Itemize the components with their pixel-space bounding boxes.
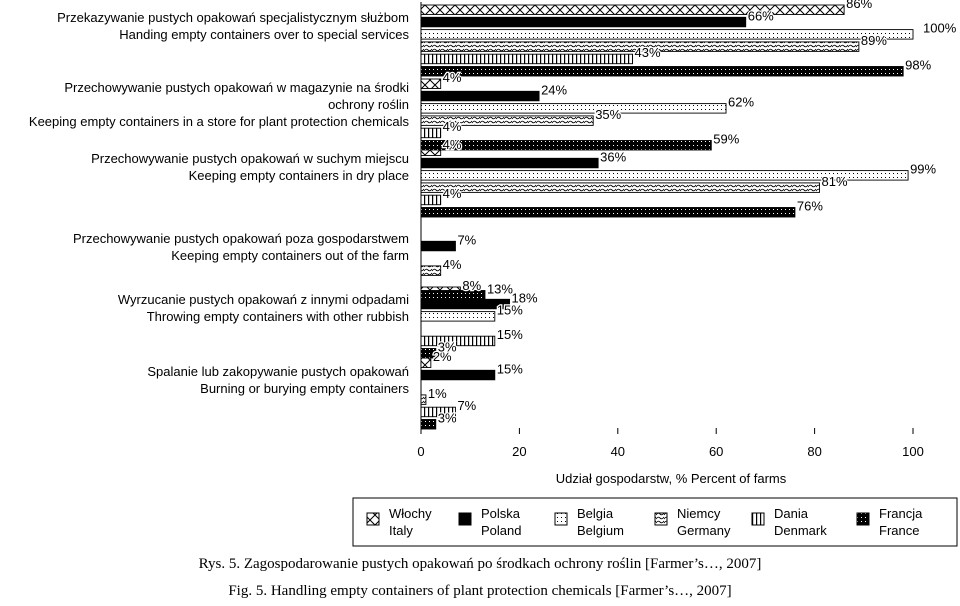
category-label-line: Przechowywanie pustych opakowań poza gospodarstwem (72, 231, 409, 246)
data-label: 8% (462, 278, 482, 293)
category-label-line: Spalanie lub zakopywanie pustych opakowań (147, 364, 409, 379)
category-label-line: Przekazywanie pustych opakowań specjalistycznym służbom (57, 10, 409, 25)
legend-swatch-france (857, 513, 869, 525)
bar-france (421, 141, 711, 151)
legend-label: Dania (774, 506, 808, 521)
data-label: 66% (747, 8, 774, 24)
bar-poland (421, 241, 455, 251)
legend-label-en: Denmark (774, 523, 827, 538)
legend-label: Francja (879, 506, 923, 521)
data-label: 99% (910, 161, 937, 177)
figure-caption-pl: Rys. 5. Zagospodarowanie pustych opakowań po środkach ochrony roślin [Farmer’s…, 2007] (198, 556, 762, 572)
data-label: 100% (923, 20, 957, 36)
data-label: 98% (905, 57, 932, 73)
legend-label-en: France (879, 523, 920, 538)
x-tick-label: 20 (512, 444, 527, 459)
legend-label: Włochy (389, 506, 432, 521)
data-label: 2% (432, 349, 452, 364)
data-label: 89% (860, 32, 887, 48)
data-label: 4% (442, 186, 462, 202)
data-label: 36% (600, 149, 627, 165)
data-label: 15% (496, 361, 523, 377)
data-label: 7% (457, 232, 477, 248)
x-tick-label: 0 (417, 444, 425, 459)
bar-belgium (421, 312, 495, 322)
data-label: 4% (442, 70, 462, 85)
category-label-line: Przechowywanie pustych opakowań w magazynie na środki (64, 80, 409, 95)
category-label-line: Burning or burying empty containers (200, 381, 409, 396)
data-label: 24% (541, 82, 568, 98)
bar-denmark (421, 128, 441, 138)
legend-label: Polska (481, 506, 521, 521)
data-label: 18% (511, 290, 538, 306)
bar-poland (421, 370, 495, 380)
legend-swatch-poland (459, 513, 471, 525)
legend-swatch-denmark (752, 513, 764, 525)
bar-germany (421, 266, 441, 276)
data-label: 3% (437, 339, 457, 355)
x-tick-label: 80 (807, 444, 822, 459)
bar-denmark (421, 195, 441, 205)
x-tick-label: 40 (610, 444, 626, 459)
data-label: 76% (796, 198, 823, 214)
legend-swatch-italy (367, 513, 379, 525)
data-label: 4% (442, 137, 462, 152)
data-label: 59% (713, 131, 740, 147)
bar-france (421, 208, 795, 218)
data-label: 7% (457, 398, 477, 414)
x-axis-label: Udział gospodarstw, % Percent of farms (555, 471, 787, 486)
data-label: 86% (846, 0, 873, 11)
data-label: 15% (496, 302, 523, 318)
x-tick-label: 60 (708, 444, 724, 459)
category-label (147, 364, 409, 396)
category-label-line: Przechowywanie pustych opakowań w suchym miejscu (91, 151, 409, 166)
data-label: 13% (486, 281, 513, 297)
category-label-line: Handing empty containers over to special services (119, 27, 409, 42)
data-label: 81% (821, 173, 848, 189)
legend-swatch-belgium (555, 513, 567, 525)
legend-swatch-germany (655, 513, 667, 525)
category-label-line: Throwing empty containers with other rubbish (146, 309, 409, 324)
category-label (118, 292, 409, 324)
data-label: 4% (442, 256, 462, 272)
legend-label: Niemcy (677, 506, 721, 521)
legend-label-en: Poland (481, 523, 522, 538)
data-label: 43% (634, 45, 661, 61)
legend-label: Belgia (577, 506, 614, 521)
bar-italy (421, 5, 844, 15)
legend-label-en: Germany (677, 523, 731, 538)
data-label: 15% (496, 327, 523, 343)
category-label-line: Keeping empty containers in dry place (188, 168, 409, 183)
bar-denmark (421, 54, 633, 64)
data-label: 1% (427, 385, 447, 401)
legend-label-en: Italy (389, 523, 413, 538)
bar-france (421, 67, 903, 77)
bar-france (421, 420, 436, 430)
category-label-line: Keeping empty containers in a store for plant protection chemicals (28, 114, 409, 129)
category-label (29, 80, 410, 129)
data-label: 35% (595, 106, 622, 122)
bar-germany (421, 183, 820, 193)
figure-caption-en: Fig. 5. Handling empty containers of plant protection chemicals [Farmer’s…, 2007] (228, 583, 732, 599)
bar-denmark (421, 336, 495, 346)
data-label: 62% (728, 94, 755, 110)
bar-italy (421, 358, 431, 368)
bar-italy (421, 79, 441, 89)
category-label (91, 151, 409, 183)
bar-germany (421, 395, 426, 405)
category-label (73, 231, 409, 263)
data-label: 4% (442, 119, 462, 135)
category-label-line: Keeping empty containers out of the farm (171, 248, 409, 263)
category-label-line: Wyrzucanie pustych opakowań z innymi odpadami (117, 292, 409, 307)
bar-poland (421, 158, 598, 168)
bar-belgium (421, 30, 913, 39)
category-label (57, 10, 409, 42)
bar-belgium (421, 104, 726, 114)
data-label: 3% (437, 410, 457, 426)
bar-poland (421, 17, 746, 27)
category-label-line: ochrony roślin (328, 97, 409, 112)
x-tick-label: 100 (902, 444, 924, 459)
legend-label-en: Belgium (577, 523, 624, 538)
bar-poland (421, 91, 539, 101)
